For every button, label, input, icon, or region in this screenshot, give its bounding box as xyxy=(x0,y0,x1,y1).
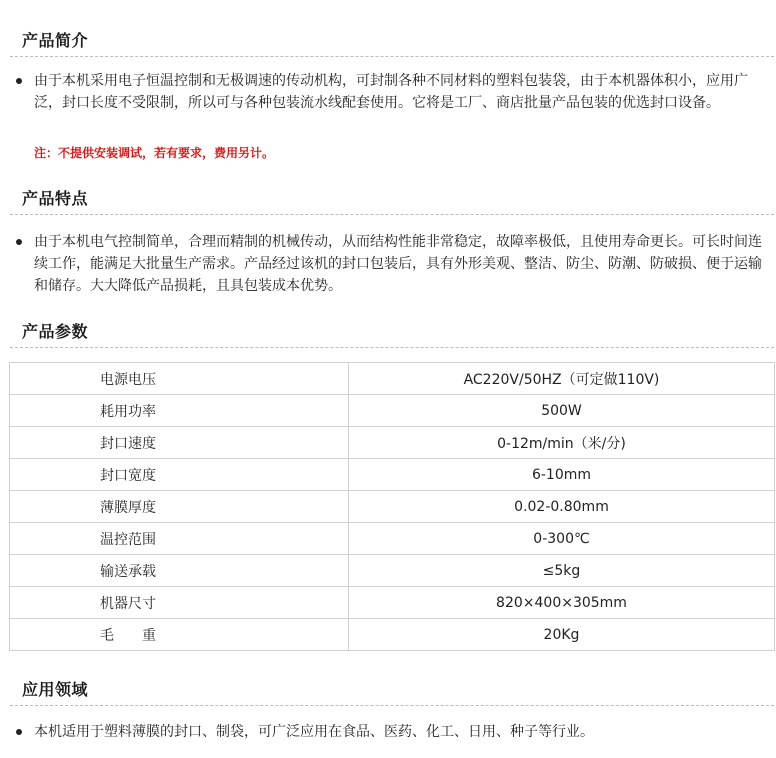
section-title-application: 应用领域 xyxy=(22,680,89,699)
spec-label: 温控范围 xyxy=(10,523,349,555)
spec-value: 500W xyxy=(349,395,775,427)
spec-label: 封口速度 xyxy=(10,427,349,459)
spec-label: 封口宽度 xyxy=(10,459,349,491)
spec-value: 0-12m/min（米/分) xyxy=(349,427,775,459)
section-header-params xyxy=(10,313,774,348)
table-row xyxy=(10,491,775,523)
application-paragraph xyxy=(10,721,766,743)
table-row xyxy=(10,363,775,395)
table-row xyxy=(10,427,775,459)
section-header-application xyxy=(10,671,774,706)
spec-value: 6-10mm xyxy=(349,459,775,491)
spec-label: 毛 重 xyxy=(10,619,349,651)
intro-text: 由于本机采用电子恒温控制和无极调速的传动机构，可封制各种不同材料的塑料包装袋，由于本机器体积小，应用广泛，封口长度不受限制，所以可与各种包装流水线配套使用。它将是工厂、商店批量产品包装的优选封口设备。 xyxy=(34,73,748,111)
features-text: 由于本机电气控制简单，合理而精制的机械传动，从而结构性能非常稳定，故障率极低，且使用寿命更长。可长时间连续工作，能满足大批量生产需求。产品经过该机的封口包装后，具有外形美观、整洁、防尘、防潮、防破损、便于运输和储存。大大降低产品损耗，且具包装成本优势。 xyxy=(34,234,762,294)
spec-value: 20Kg xyxy=(349,619,775,651)
table-row xyxy=(10,555,775,587)
table-row xyxy=(10,619,775,651)
section-title-features: 产品特点 xyxy=(22,189,89,208)
spec-label: 机器尺寸 xyxy=(10,587,349,619)
spec-value: 0.02-0.80mm xyxy=(349,491,775,523)
bullet-icon xyxy=(16,729,22,735)
table-row xyxy=(10,587,775,619)
section-title-params: 产品参数 xyxy=(22,322,89,341)
spec-label: 薄膜厚度 xyxy=(10,491,349,523)
spec-label: 耗用功率 xyxy=(10,395,349,427)
spec-label: 输送承载 xyxy=(10,555,349,587)
table-row xyxy=(10,459,775,491)
section-header-features xyxy=(10,180,774,215)
spec-table xyxy=(9,362,775,651)
section-title-intro: 产品简介 xyxy=(22,31,89,50)
table-row xyxy=(10,523,775,555)
spec-value: 820×400×305mm xyxy=(349,587,775,619)
spec-value: 0-300℃ xyxy=(349,523,775,555)
spec-value: ≤5kg xyxy=(349,555,775,587)
section-header-intro xyxy=(10,22,774,57)
table-row xyxy=(10,395,775,427)
install-note: 注：不提供安装调试，若有要求，费用另计。 xyxy=(34,146,275,160)
intro-paragraph xyxy=(10,70,766,114)
features-paragraph xyxy=(10,231,766,297)
spec-value: AC220V/50HZ（可定做110V) xyxy=(349,363,775,395)
spec-label: 电源电压 xyxy=(10,363,349,395)
bullet-icon xyxy=(16,239,22,245)
bullet-icon xyxy=(16,78,22,84)
application-text: 本机适用于塑料薄膜的封口、制袋，可广泛应用在食品、医药、化工、日用、种子等行业。 xyxy=(34,724,594,740)
